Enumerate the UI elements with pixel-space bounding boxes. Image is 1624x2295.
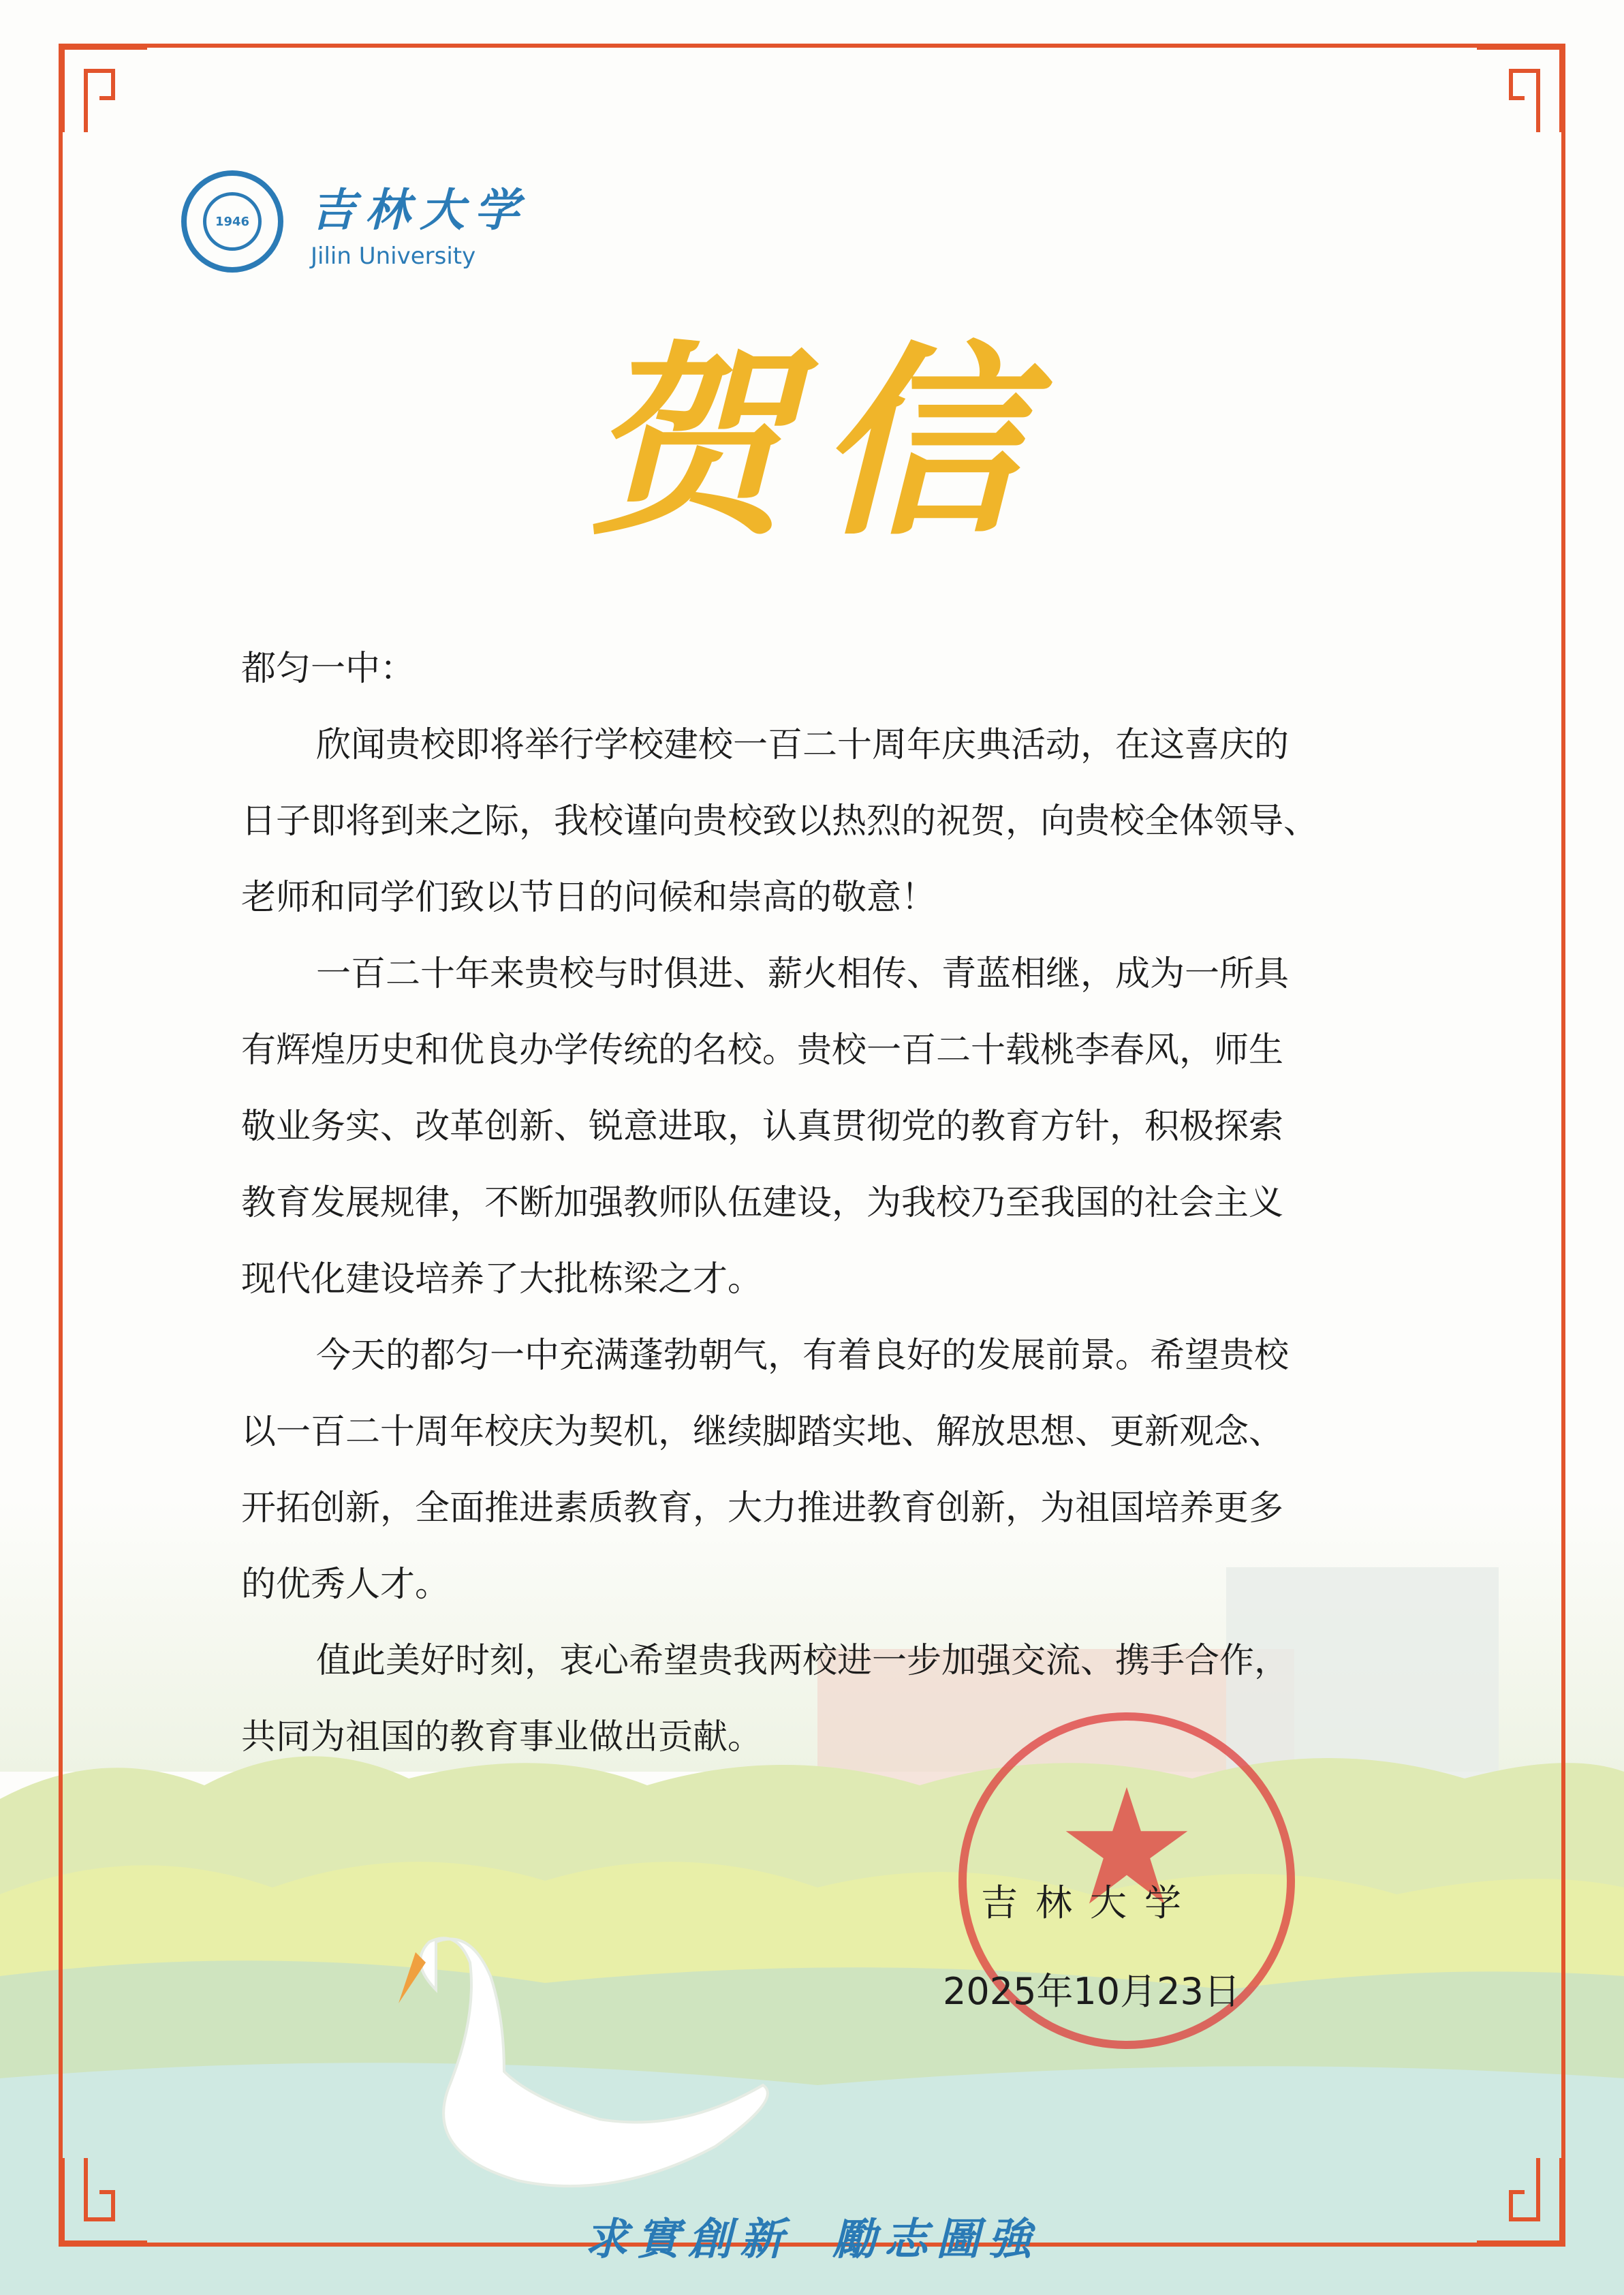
paragraph <box>241 1318 1386 1623</box>
text-line: 老师和同学们致以节日的问候和崇高的敬意！ <box>241 878 937 918</box>
text-line: 敬业务实、改革创新、锐意进取，认真贯彻党的教育方针，积极探索 <box>241 1107 1284 1147</box>
text-line: 的优秀人才。 <box>241 1565 450 1605</box>
text-line: 今天的都匀一中充满蓬勃朝气，有着良好的发展前景。希望贵校 <box>316 1336 1290 1376</box>
logo-name-en: Jilin University <box>311 242 476 270</box>
text-line: 共同为祖国的教育事业做出贡献。 <box>241 1717 763 1757</box>
university-logo <box>181 170 529 273</box>
text-line: 欣闻贵校即将举行学校建校一百二十周年庆典活动，在这喜庆的 <box>316 725 1290 765</box>
text-line: 日子即将到来之际，我校谨向贵校致以热烈的祝贺，向贵校全体领导、 <box>241 801 1319 842</box>
paragraph <box>241 936 1386 1318</box>
text-line: 有辉煌历史和优良办学传统的名校。贵校一百二十载桃李春风，师生 <box>241 1030 1284 1071</box>
letter-title: 贺信 <box>586 322 1049 563</box>
letter-body <box>241 631 1386 1776</box>
text-line: 现代化建设培养了大批栋梁之才。 <box>241 1259 763 1299</box>
university-seal-icon: 1946 <box>181 170 283 273</box>
text-line: 教育发展规律，不断加强教师队伍建设，为我校乃至我国的社会主义 <box>241 1183 1284 1223</box>
text-line: 值此美好时刻，衷心希望贵我两校进一步加强交流、携手合作， <box>316 1641 1290 1681</box>
text-line: 一百二十年来贵校与时俱进、薪火相传、青蓝相继，成为一所具 <box>316 954 1290 994</box>
paragraph <box>241 707 1386 936</box>
salutation: 都匀一中： <box>241 649 416 689</box>
letter-date: 2025年10月23日 <box>943 1970 1240 2013</box>
signature: 吉林大学 <box>981 1881 1199 1924</box>
logo-name-cn: 吉林大学 <box>311 183 529 236</box>
text-line: 开拓创新，全面推进素质教育，大力推进教育创新，为祖国培养更多 <box>241 1488 1284 1528</box>
corner-ornament-icon <box>59 44 147 132</box>
text-line: 以一百二十周年校庆为契机，继续脚踏实地、解放思想、更新观念、 <box>241 1412 1284 1452</box>
motto: 求實創新 勵志圖強 <box>584 2214 1040 2265</box>
corner-ornament-icon <box>1477 44 1565 132</box>
